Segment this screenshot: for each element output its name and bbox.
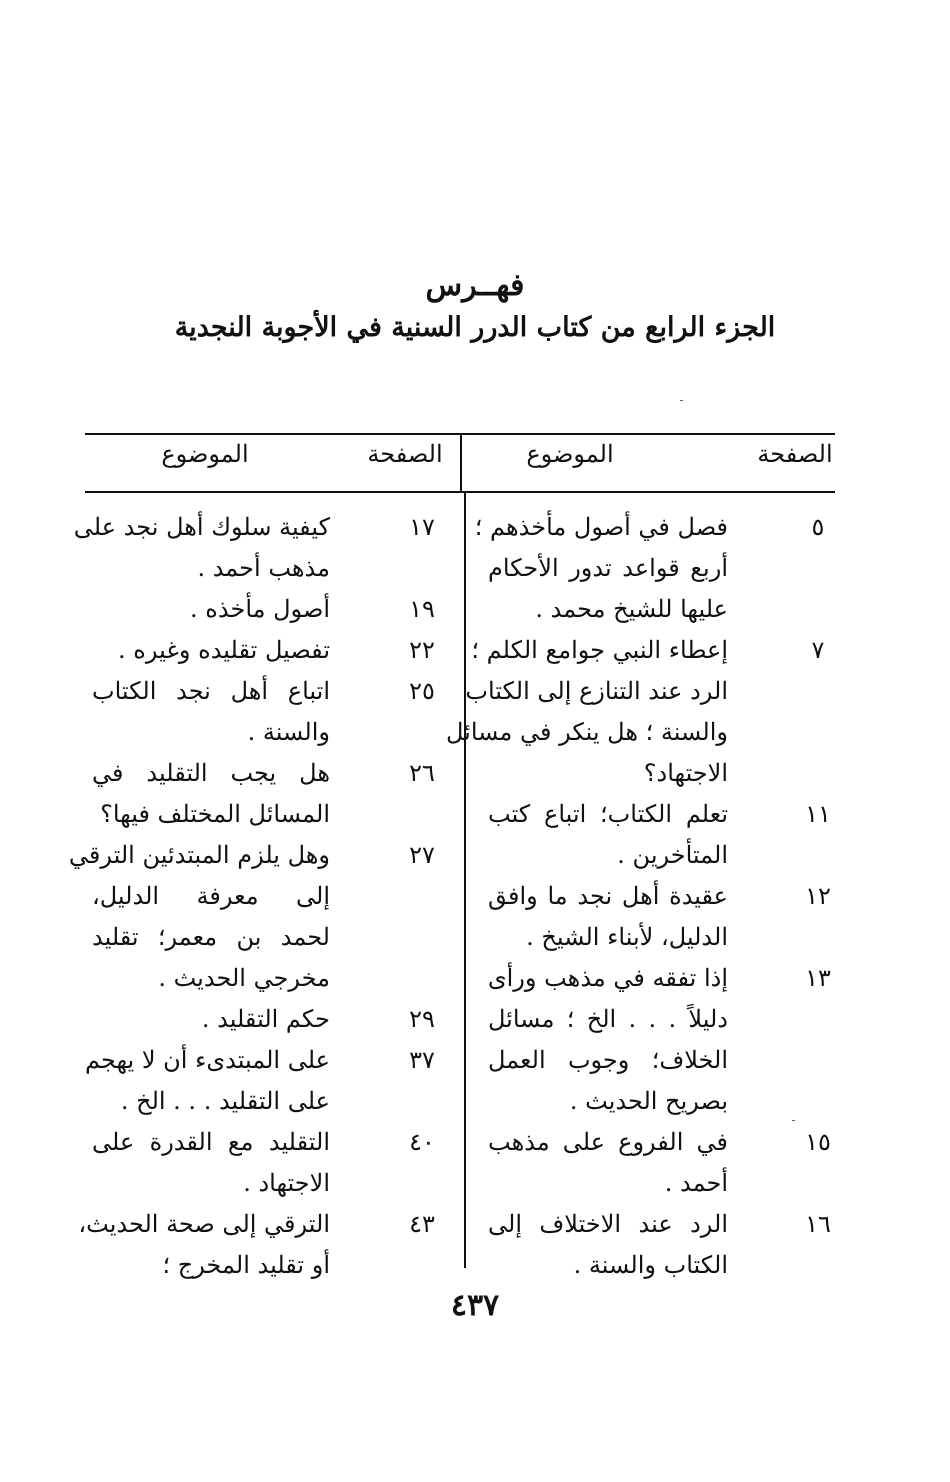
entry-topic-line: الخلاف؛ وجوب العمل [488, 1046, 728, 1074]
entry-page-number: ١٧ [409, 513, 435, 541]
entry-topic [488, 1204, 728, 1286]
index-entry [92, 589, 452, 630]
entry-topic [474, 507, 728, 630]
entry-topic-line: الاجتهاد؟ [643, 759, 728, 787]
entry-topic [92, 999, 330, 1040]
entry-topic-line: تعلم الكتاب؛ اتباع كتب [488, 800, 728, 828]
entry-topic-line: على التقليد . . . الخ . [120, 1087, 330, 1115]
index-entry [78, 1204, 452, 1286]
index-entry [488, 1204, 848, 1286]
column-divider [464, 493, 466, 1268]
entry-topic-line: مخرجي الحديث . [158, 964, 330, 992]
header-topic-left: الموضوع [161, 440, 249, 468]
index-entry [85, 1040, 452, 1122]
entry-topic [73, 507, 330, 589]
entry-topic-line: هل يجب التقليد في [92, 759, 330, 787]
index-entry [488, 876, 848, 958]
print-speck [680, 400, 683, 401]
entry-topic-line: المتأخرين . [617, 841, 728, 869]
entry-topic-line: الترقي إلى صحة الحديث، [78, 1210, 330, 1238]
entry-page-number: ٤٠ [409, 1128, 435, 1156]
entry-topic [92, 753, 330, 835]
entry-topic [85, 1040, 330, 1122]
entry-topic-line: الرد عند التنازع إلى الكتاب [465, 677, 728, 705]
entry-topic-line: إذا تفقه في مذهب ورأى [487, 964, 728, 992]
entry-page-number: ١٦ [805, 1210, 831, 1238]
entry-page-number: ١٢ [805, 882, 831, 910]
index-entry [92, 753, 452, 835]
entry-topic-line: فصل في أصول مأخذهم ؛ [474, 513, 728, 541]
entry-page-number: ٢٢ [409, 636, 435, 664]
entry-topic [92, 671, 330, 753]
entry-topic-line: إعطاء النبي جوامع الكلم ؛ [471, 636, 728, 664]
entry-topic-line: التقليد مع القدرة على [92, 1128, 330, 1156]
entry-topic [68, 835, 330, 999]
entry-topic-line: اتباع أهل نجد الكتاب [92, 677, 330, 705]
index-entry [445, 630, 848, 794]
entry-page-number: ١٩ [409, 595, 435, 623]
page-number: ٤٣٧ [450, 1288, 500, 1323]
entry-page-number: ٥ [811, 513, 825, 541]
entry-topic-line: إلى معرفة الدليل، [92, 882, 330, 910]
index-entry [92, 630, 452, 671]
index-entry [488, 1122, 848, 1204]
entry-topic [488, 958, 728, 1122]
header-page-right: الصفحة [757, 440, 833, 468]
index-entry [92, 999, 452, 1040]
entry-topic [488, 876, 728, 958]
entry-topic-line: المسائل المختلف فيها؟ [100, 800, 330, 828]
entry-topic-line: الكتاب والسنة . [573, 1251, 728, 1279]
entry-topic [445, 630, 728, 794]
entry-page-number: ٢٧ [409, 841, 435, 869]
index-left-column [68, 507, 452, 1279]
entry-topic-line: أربع قواعد تدور الأحكام [488, 554, 728, 582]
column-divider-header [460, 433, 462, 493]
entry-topic [92, 589, 330, 630]
index-entry [68, 835, 452, 999]
index-entry [488, 958, 848, 1122]
entry-page-number: ٢٩ [409, 1005, 435, 1033]
entry-topic [488, 1122, 728, 1204]
index-entry [73, 507, 452, 589]
entry-topic [92, 630, 330, 671]
entry-topic-line: الدليل، لأبناء الشيخ . [526, 923, 728, 951]
entry-topic-line: وهل يلزم المبتدئين الترقي [68, 841, 330, 869]
entry-topic-line: تفصيل تقليده وغيره . [118, 636, 330, 664]
entry-topic-line: على المبتدىء أن لا يهجم [85, 1046, 330, 1074]
entry-topic [92, 1122, 330, 1204]
entry-topic-line: في الفروع على مذهب [488, 1128, 728, 1156]
entry-topic-line: أصول مأخذه . [190, 595, 330, 623]
entry-topic [78, 1204, 330, 1286]
entry-topic-line: حكم التقليد . [201, 1005, 330, 1033]
entry-topic-line: أو تقليد المخرج ؛ [162, 1251, 330, 1279]
entry-topic-line: والسنة . [247, 718, 330, 746]
entry-topic-line: كيفية سلوك أهل نجد على [73, 513, 330, 541]
index-entry [488, 794, 848, 876]
entry-topic-line: والسنة ؛ هل ينكر في مسائل [445, 718, 728, 746]
entry-page-number: ٢٦ [409, 759, 435, 787]
index-title: فهــرس [425, 268, 525, 303]
entry-topic-line: بصريح الحديث . [569, 1087, 728, 1115]
index-entry [92, 1122, 452, 1204]
entry-topic [488, 794, 728, 876]
entry-topic-line: الرد عند الاختلاف إلى [488, 1210, 728, 1238]
index-right-column [445, 507, 848, 1279]
entry-page-number: ١٣ [805, 964, 831, 992]
entry-page-number: ٢٥ [409, 677, 435, 705]
entry-page-number: ١١ [805, 800, 831, 828]
entry-page-number: ٧ [811, 636, 825, 664]
index-subtitle: الجزء الرابع من كتاب الدرر السنية في الأجوبة النجدية [174, 312, 776, 343]
entry-topic-line: الاجتهاد . [243, 1169, 330, 1197]
entry-page-number: ١٥ [805, 1128, 831, 1156]
index-entry [474, 507, 848, 630]
entry-page-number: ٣٧ [409, 1046, 435, 1074]
entry-topic-line: مذهب أحمد . [197, 554, 330, 582]
entry-topic-line: عقيدة أهل نجد ما وافق [488, 882, 728, 910]
header-page-left: الصفحة [367, 440, 443, 468]
entry-topic-line: أحمد . [664, 1169, 728, 1197]
header-topic-right: الموضوع [526, 440, 614, 468]
entry-topic-line: لحمد بن معمر؛ تقليد [92, 923, 330, 951]
index-entry [92, 671, 452, 753]
entry-topic-line: دليلاً . . . الخ ؛ مسائل [488, 1005, 728, 1033]
entry-page-number: ٤٣ [409, 1210, 435, 1238]
entry-topic-line: عليها للشيخ محمد . [535, 595, 728, 623]
